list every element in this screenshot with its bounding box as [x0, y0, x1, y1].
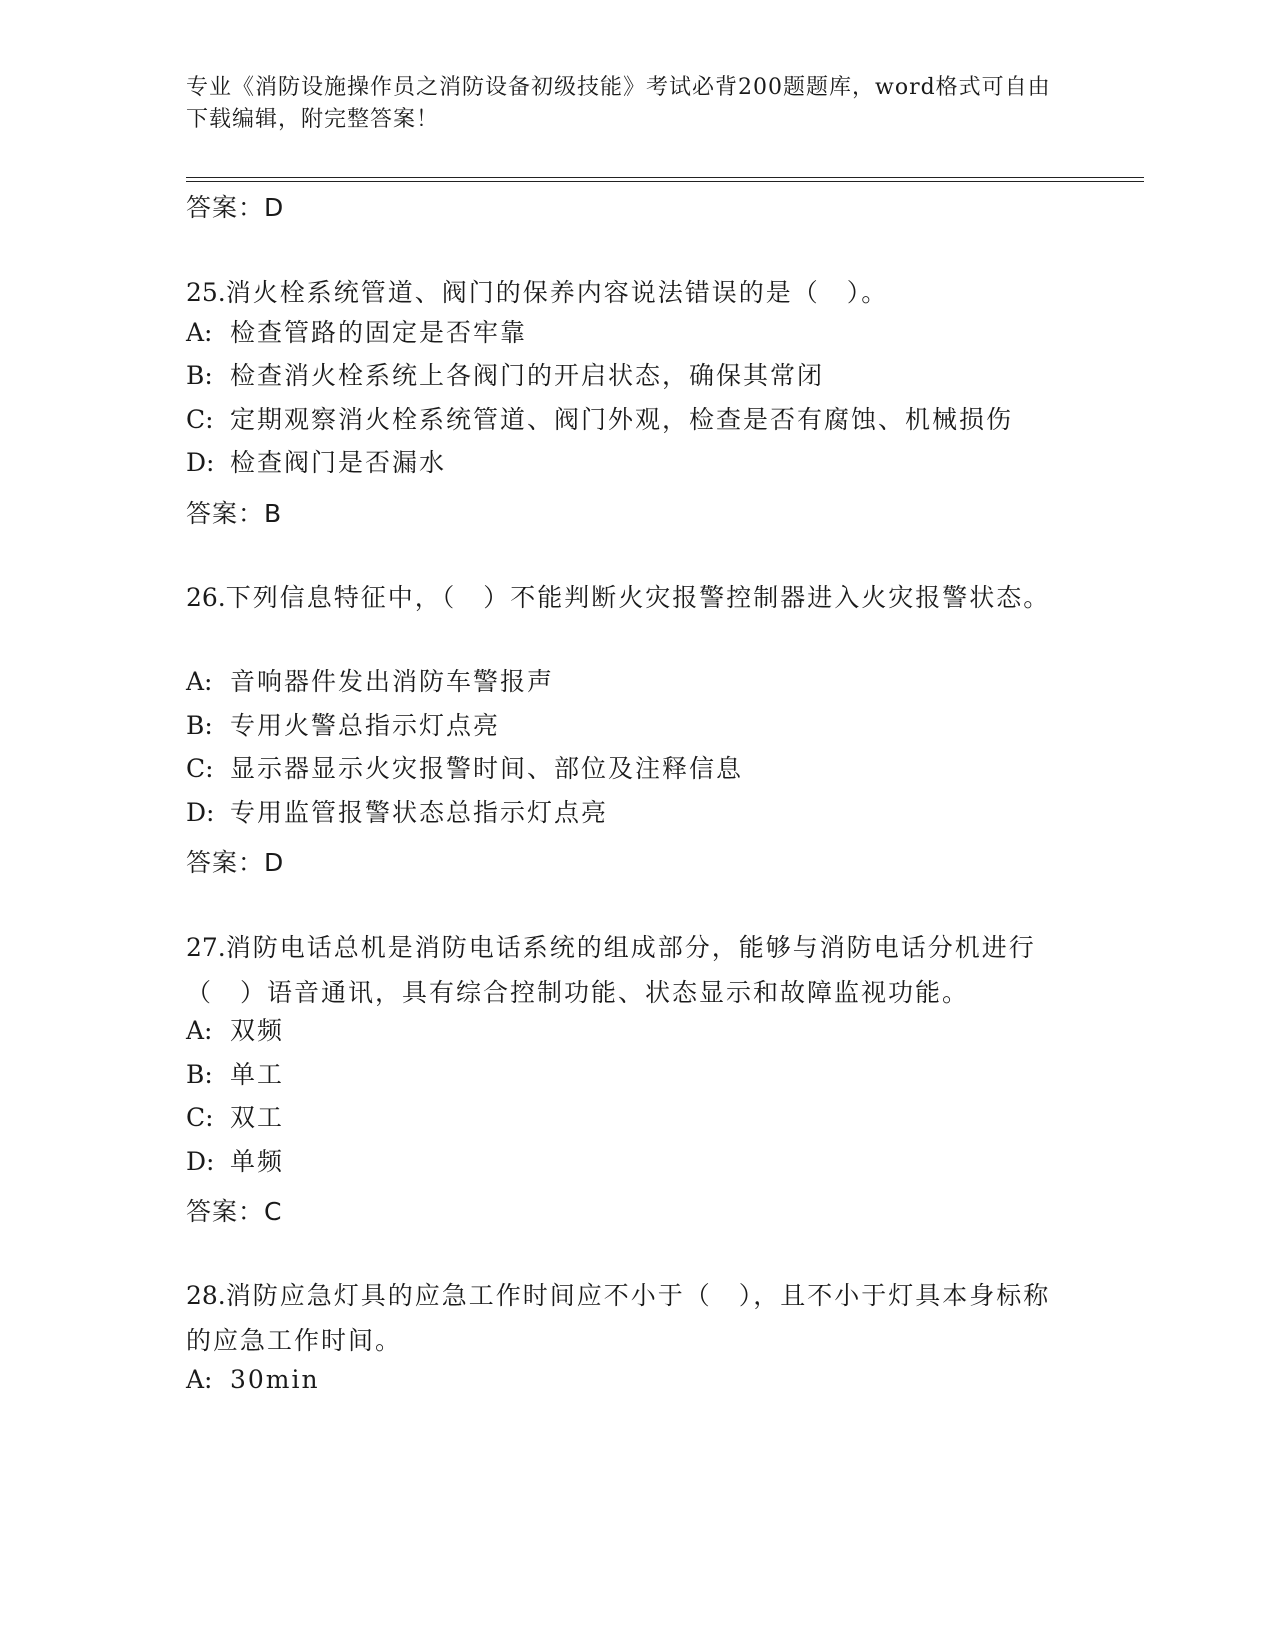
question-stem [186, 1273, 1066, 1363]
option-letter: A: [186, 667, 213, 696]
question-number: 26. [186, 583, 226, 612]
option-a [186, 665, 554, 699]
option-letter: B: [186, 711, 213, 740]
question-stem [186, 925, 1066, 1015]
header-title: 专业《消防设施操作员之消防设备初级技能》考试必背200题题库，word格式可自由下载编辑，附完整答案！ [186, 75, 1051, 132]
option-letter: B: [186, 361, 213, 390]
option-text: 检查管路的固定是否牢靠 [230, 318, 528, 347]
option-letter: A: [186, 318, 213, 347]
question-number: 28. [186, 1281, 226, 1310]
question-stem [186, 575, 1066, 620]
option-letter: A: [186, 1016, 213, 1045]
header-rule-top [186, 177, 1144, 178]
option-d [186, 446, 446, 480]
option-letter: D: [186, 1147, 215, 1176]
option-text: 检查阀门是否漏水 [230, 448, 447, 477]
option-a [186, 316, 527, 350]
question-text: 消防电话总机是消防电话系统的组成部分，能够与消防电话分机进行（ ）语音通讯，具有综合控制功能、状态显示和故障监视功能。 [186, 933, 1036, 1007]
option-b [186, 359, 824, 393]
option-letter: D: [186, 798, 215, 827]
option-letter: B: [186, 1060, 213, 1089]
question-text: 消火栓系统管道、阀门的保养内容说法错误的是（ ）。 [225, 278, 889, 307]
document-header [186, 72, 1066, 136]
option-letter: C: [186, 405, 214, 434]
option-letter: C: [186, 754, 214, 783]
answer-value: B [264, 499, 283, 528]
option-d [186, 796, 608, 830]
answer-line [186, 191, 284, 225]
option-text: 单频 [230, 1147, 285, 1176]
option-text: 检查消火栓系统上各阀门的开启状态，确保其常闭 [230, 361, 825, 390]
option-letter: D: [186, 448, 215, 477]
question-text: 下列信息特征中，（ ）不能判断火灾报警控制器进入火灾报警状态。 [225, 583, 1051, 612]
question-stem [186, 270, 1066, 315]
answer-line [186, 497, 282, 531]
option-text: 单工 [230, 1060, 285, 1089]
answer-line [186, 846, 284, 880]
option-c [186, 403, 1013, 437]
option-text: 专用监管报警状态总指示灯点亮 [230, 798, 609, 827]
answer-line [186, 1195, 282, 1229]
answer-value: D [264, 193, 285, 222]
answer-label: 答案： [186, 848, 265, 877]
option-c [186, 752, 743, 786]
question-text: 消防应急灯具的应急工作时间应不小于（ ），且不小于灯具本身标称的应急工作时间。 [186, 1281, 1051, 1355]
option-text: 音响器件发出消防车警报声 [230, 667, 555, 696]
option-b [186, 1058, 284, 1092]
question-number: 27. [186, 933, 226, 962]
option-text: 显示器显示火灾报警时间、部位及注释信息 [230, 754, 744, 783]
option-letter: C: [186, 1103, 214, 1132]
answer-label: 答案： [186, 1197, 265, 1226]
option-text: 专用火警总指示灯点亮 [230, 711, 501, 740]
question-number: 25. [186, 278, 226, 307]
answer-value: C [264, 1197, 283, 1226]
option-a [186, 1014, 284, 1048]
option-b [186, 709, 500, 743]
option-text: 30min [230, 1365, 320, 1394]
option-letter: A: [186, 1365, 213, 1394]
option-text: 双工 [230, 1103, 285, 1132]
answer-value: D [264, 848, 285, 877]
option-text: 定期观察消火栓系统管道、阀门外观，检查是否有腐蚀、机械损伤 [230, 405, 1014, 434]
answer-label: 答案： [186, 499, 265, 528]
option-text: 双频 [230, 1016, 285, 1045]
option-a [186, 1363, 320, 1397]
option-c [186, 1101, 284, 1135]
header-rule-bottom [186, 181, 1144, 182]
answer-label: 答案： [186, 193, 265, 222]
option-d [186, 1145, 284, 1179]
